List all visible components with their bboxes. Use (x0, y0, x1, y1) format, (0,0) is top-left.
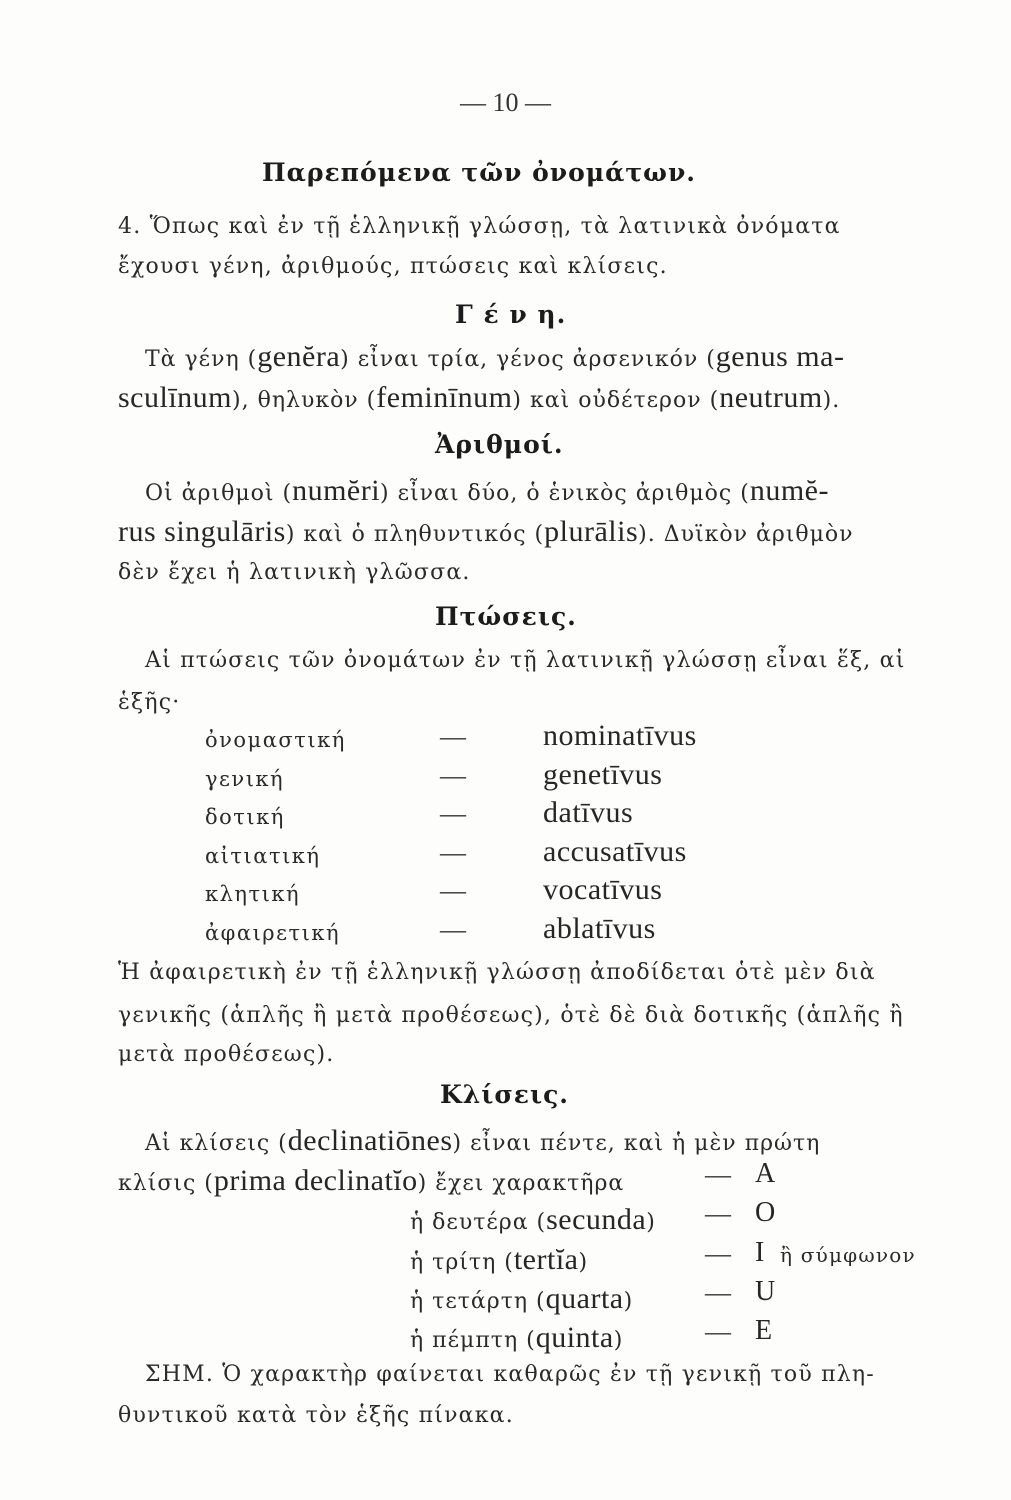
latin-term: secunda (546, 1203, 647, 1236)
latin-term: numĕri (292, 474, 381, 507)
case-latin-name: accusatīvus (543, 835, 687, 868)
declension-greek: ἡ τετάρτη ( (410, 1289, 546, 1314)
case-dash: — (440, 722, 466, 751)
declension-dash: — (705, 1199, 731, 1228)
cases-intro-line-1: Αἱ πτώσεις τῶν ὀνομάτων ἐν τῇ λατινικῇ γλώσσῃ εἶναι ἕξ, αἱ (145, 648, 906, 673)
latin-term: neutrum (719, 381, 823, 414)
case-greek-name: ἀφαιρετική (205, 921, 341, 945)
case-latin-name: ablatīvus (543, 912, 656, 945)
latin-term: genĕra (257, 340, 341, 373)
latin-term: sculīnum (118, 381, 232, 414)
close-paren: ) (578, 1250, 589, 1275)
declension-character-letter: I (755, 1237, 765, 1268)
genders-text: ). (822, 388, 841, 413)
latin-term: genus ma- (715, 340, 845, 373)
heading-cases: Πτώσεις. (435, 602, 577, 631)
declension-greek: ἡ τρίτη ( (410, 1250, 514, 1275)
heading-declensions: Κλίσεις. (440, 1080, 570, 1109)
case-greek-name: κλητική (205, 882, 301, 906)
heading-accidents-of-nouns: Παρεπόμενα τῶν ὀνομάτων. (262, 158, 697, 187)
case-greek-name: ὀνομαστική (205, 728, 346, 752)
declension-name (410, 1282, 633, 1316)
declensions-line-1 (145, 1124, 820, 1158)
declension-dash: — (705, 1317, 731, 1346)
latin-term: quarta (545, 1282, 624, 1315)
latin-term: tertĭa (513, 1243, 579, 1276)
genders-text: ), θηλυκὸν ( (232, 388, 377, 413)
declension-character-letter: U (755, 1276, 776, 1307)
declension-dash: — (705, 1160, 731, 1189)
latin-term: prima declinatĭo (213, 1164, 418, 1197)
declension-dash: — (705, 1278, 731, 1307)
declension-name (410, 1203, 656, 1237)
declension-character-letter: A (755, 1158, 776, 1189)
case-latin-name: datīvus (543, 796, 634, 829)
close-paren: ) (646, 1210, 656, 1235)
latin-term: plurālis (544, 515, 639, 548)
case-greek-name: αἰτιατική (205, 844, 321, 868)
cases-intro-line-2: ἑξῆς· (118, 690, 181, 715)
numbers-text: ) εἶναι δύο, ὁ ἑνικὸς ἀριθμὸς ( (380, 481, 750, 506)
declension-name (410, 1321, 623, 1355)
latin-term: feminīnum (376, 381, 513, 414)
heading-numbers: Ἀριθμοί. (435, 430, 564, 459)
declensions-text: κλίσις ( (118, 1171, 214, 1196)
latin-term: quinta (535, 1321, 614, 1354)
genders-text: Τὰ γένη ( (145, 347, 258, 372)
numbers-line-3: δὲν ἔχει ἡ λατινικὴ γλῶσσα. (118, 560, 471, 585)
declensions-line-2 (118, 1164, 624, 1198)
declension-greek: ἡ πέμπτη ( (410, 1328, 536, 1353)
case-dash: — (440, 838, 466, 867)
numbers-text: Οἱ ἀριθμοὶ ( (145, 481, 293, 506)
note-line-2: θυντικοῦ κατὰ τὸν ἑξῆς πίνακα. (118, 1403, 514, 1428)
declension-character-letter: E (755, 1315, 773, 1346)
case-dash: — (440, 876, 466, 905)
declensions-text: ) ἔχει χαρακτῆρα (417, 1171, 625, 1196)
heading-genders: Γ έ ν η. (455, 300, 567, 329)
declensions-text: ) εἶναι πέντε, καὶ ἡ μὲν πρώτη (452, 1131, 821, 1156)
genders-line-1 (145, 340, 844, 374)
case-dash: — (440, 761, 466, 790)
case-latin-name: genetīvus (543, 758, 663, 791)
paragraph-4-line-1: 4. Ὅπως καὶ ἐν τῇ ἑλληνικῇ γλώσσῃ, τὰ λατινικὰ ὀνόματα (118, 214, 841, 239)
latin-term: rus singulāris (118, 515, 286, 548)
case-latin-name: vocatīvus (543, 873, 663, 906)
numbers-line-1 (145, 474, 829, 508)
case-latin-name: nominatīvus (543, 719, 697, 752)
latin-term: declinatiōnes (287, 1124, 453, 1157)
declension-dash: — (705, 1239, 731, 1268)
genders-text: ) καὶ οὐδέτερον ( (512, 388, 720, 413)
note-line-1: ΣΗΜ. Ὁ χαρακτὴρ φαίνεται καθαρῶς ἐν τῇ γενικῇ τοῦ πλη- (145, 1362, 875, 1387)
close-paren: ) (623, 1289, 634, 1314)
close-paren: ) (613, 1328, 624, 1353)
page-number: — 10 — (460, 88, 551, 117)
declensions-text: Αἱ κλίσεις ( (145, 1131, 288, 1156)
declension-greek: ἡ δευτέρα ( (410, 1210, 547, 1235)
declension-name (410, 1243, 588, 1277)
ablative-line-1: Ἡ ἀφαιρετικὴ ἐν τῇ ἑλληνικῇ γλώσσῃ ἀποδίδεται ὁτὲ μὲν διὰ (118, 960, 876, 985)
ablative-line-3: μετὰ προθέσεως). (118, 1042, 335, 1067)
genders-text: ) εἶναι τρία, γένος ἀρσενικόν ( (340, 347, 716, 372)
case-dash: — (440, 799, 466, 828)
case-greek-name: γενική (205, 767, 285, 791)
declension-character-letter: O (755, 1197, 776, 1228)
declension-note: ἢ σύμφωνον (780, 1243, 916, 1267)
genders-line-2 (118, 381, 840, 415)
paragraph-4-line-2: ἔχουσι γένη, ἀριθμούς, πτώσεις καὶ κλίσεις. (118, 254, 668, 279)
latin-term: numĕ- (749, 474, 829, 507)
numbers-line-2 (118, 515, 854, 549)
case-greek-name: δοτική (205, 805, 285, 829)
case-dash: — (440, 915, 466, 944)
numbers-text: ). Δυϊκὸν ἀριθμὸν (638, 522, 854, 547)
ablative-line-2: γενικῆς (ἁπλῆς ἢ μετὰ προθέσεως), ὁτὲ δὲ διὰ δοτικῆς (ἁπλῆς ἢ (118, 1003, 904, 1028)
numbers-text: ) καὶ ὁ πληθυντικός ( (285, 522, 545, 547)
